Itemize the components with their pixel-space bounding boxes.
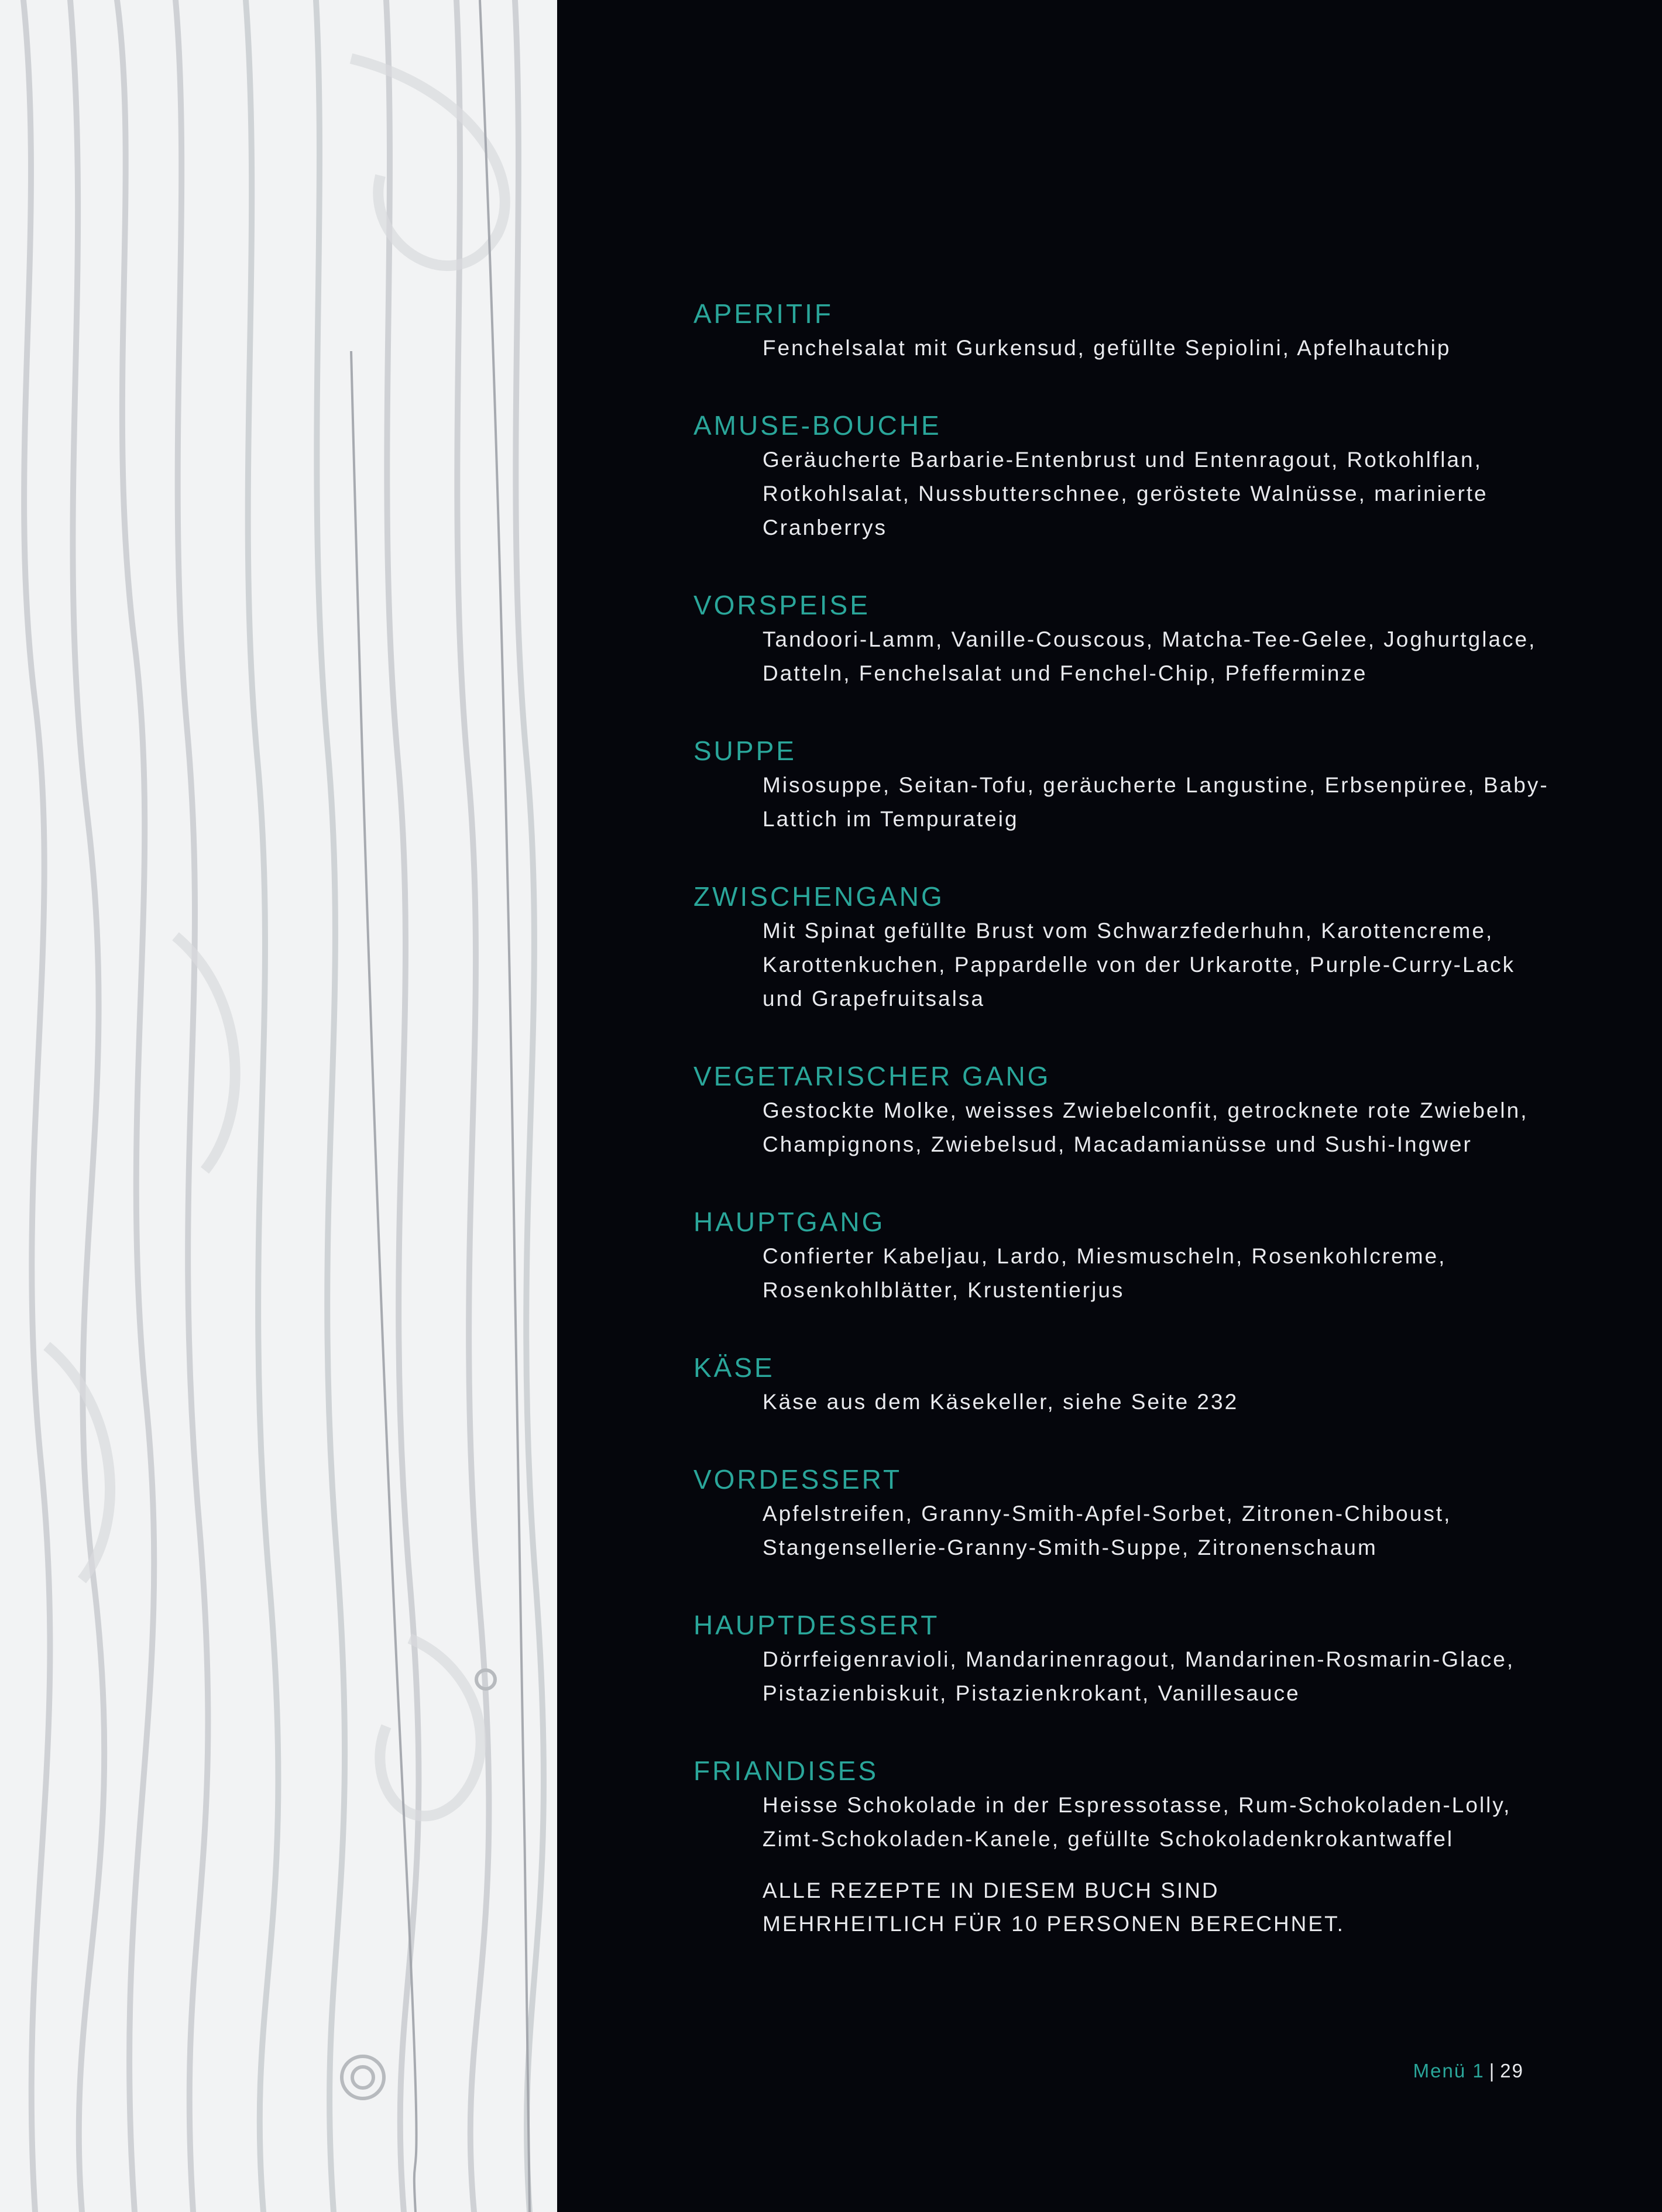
course-amuse-bouche bbox=[693, 409, 1560, 545]
course-title: APERITIF bbox=[693, 298, 834, 329]
course-title: ZWISCHENGANG bbox=[693, 881, 945, 912]
course-title: SUPPE bbox=[693, 736, 796, 766]
course-title: FRIANDISES bbox=[693, 1756, 879, 1786]
menu-course-list bbox=[693, 297, 1560, 1900]
wood-grain-graphic bbox=[0, 0, 557, 2212]
course-description: Tandoori-Lamm, Vanille-Couscous, Matcha-Tee-Gelee, Joghurtglace, Datteln, Fenchelsalat und Fenchel-Chip, Pfefferminze bbox=[763, 627, 1537, 685]
course-hauptdessert bbox=[693, 1609, 1560, 1710]
course-description: Confierter Kabeljau, Lardo, Miesmuscheln, Rosenkohlcreme, Rosenkohlblätter, Krustentierjus bbox=[763, 1244, 1447, 1302]
course-vegetarischer-gang bbox=[693, 1060, 1560, 1162]
course-vordessert bbox=[693, 1463, 1560, 1565]
course-description: Misosuppe, Seitan-Tofu, geräucherte Langustine, Erbsenpüree, Baby-Lattich im Tempurateig bbox=[763, 773, 1549, 831]
course-aperitif bbox=[693, 297, 1560, 365]
page-footer bbox=[1413, 2060, 1524, 2082]
course-title: HAUPTGANG bbox=[693, 1207, 885, 1237]
course-kaese bbox=[693, 1351, 1560, 1419]
course-description: Gestockte Molke, weisses Zwiebelconfit, getrocknete rote Zwiebeln, Champignons, Zwiebelsud, Macadamianüsse und Sushi-Ingwer bbox=[763, 1098, 1529, 1156]
course-suppe bbox=[693, 734, 1560, 836]
course-zwischengang bbox=[693, 880, 1560, 1016]
course-title: KÄSE bbox=[693, 1352, 775, 1383]
course-description: Apfelstreifen, Granny-Smith-Apfel-Sorbet, Zitronen-Chiboust, Stangensellerie-Granny-Smith-Suppe, Zitronenschaum bbox=[763, 1502, 1452, 1560]
course-friandises bbox=[693, 1754, 1560, 1856]
course-description: Heisse Schokolade in der Espressotasse, Rum-Schokoladen-Lolly, Zimt-Schokoladen-Kanele, gefüllte Schokoladenkrokantwaffel bbox=[763, 1793, 1512, 1851]
recipe-note bbox=[763, 1874, 1406, 1940]
course-title: AMUSE-BOUCHE bbox=[693, 410, 942, 441]
page-number: 29 bbox=[1500, 2060, 1524, 2082]
footer-section-label: Menü 1 bbox=[1413, 2060, 1485, 2082]
course-title: VEGETARISCHER GANG bbox=[693, 1061, 1051, 1091]
course-description: Dörrfeigenravioli, Mandarinenragout, Mandarinen-Rosmarin-Glace, Pistazienbiskuit, Pistazienkrokant, Vanillesauce bbox=[763, 1647, 1515, 1705]
course-description: Käse aus dem Käsekeller, siehe Seite 232 bbox=[763, 1390, 1239, 1414]
course-title: VORSPEISE bbox=[693, 590, 870, 620]
course-hauptgang bbox=[693, 1205, 1560, 1307]
course-description: Mit Spinat gefüllte Brust vom Schwarzfederhuhn, Karottencreme, Karottenkuchen, Pappardelle von der Urkarotte, Purple-Curry-Lack und Grapefruitsalsa bbox=[763, 919, 1516, 1011]
course-vorspeise bbox=[693, 589, 1560, 691]
recipe-note-line-1: ALLE REZEPTE IN DIESEM BUCH SIND bbox=[763, 1878, 1220, 1902]
course-title: VORDESSERT bbox=[693, 1464, 902, 1495]
footer-separator: | bbox=[1489, 2060, 1496, 2082]
course-title: HAUPTDESSERT bbox=[693, 1610, 940, 1640]
wood-texture-image bbox=[0, 0, 557, 2212]
recipe-note-line-2: MEHRHEITLICH FÜR 10 PERSONEN BERECHNET. bbox=[763, 1912, 1345, 1936]
course-description: Geräucherte Barbarie-Entenbrust und Entenragout, Rotkohlflan, Rotkohlsalat, Nussbutterschnee, geröstete Walnüsse, marinierte Cranberrys bbox=[763, 448, 1488, 540]
course-description: Fenchelsalat mit Gurkensud, gefüllte Sepiolini, Apfelhautchip bbox=[763, 336, 1451, 360]
